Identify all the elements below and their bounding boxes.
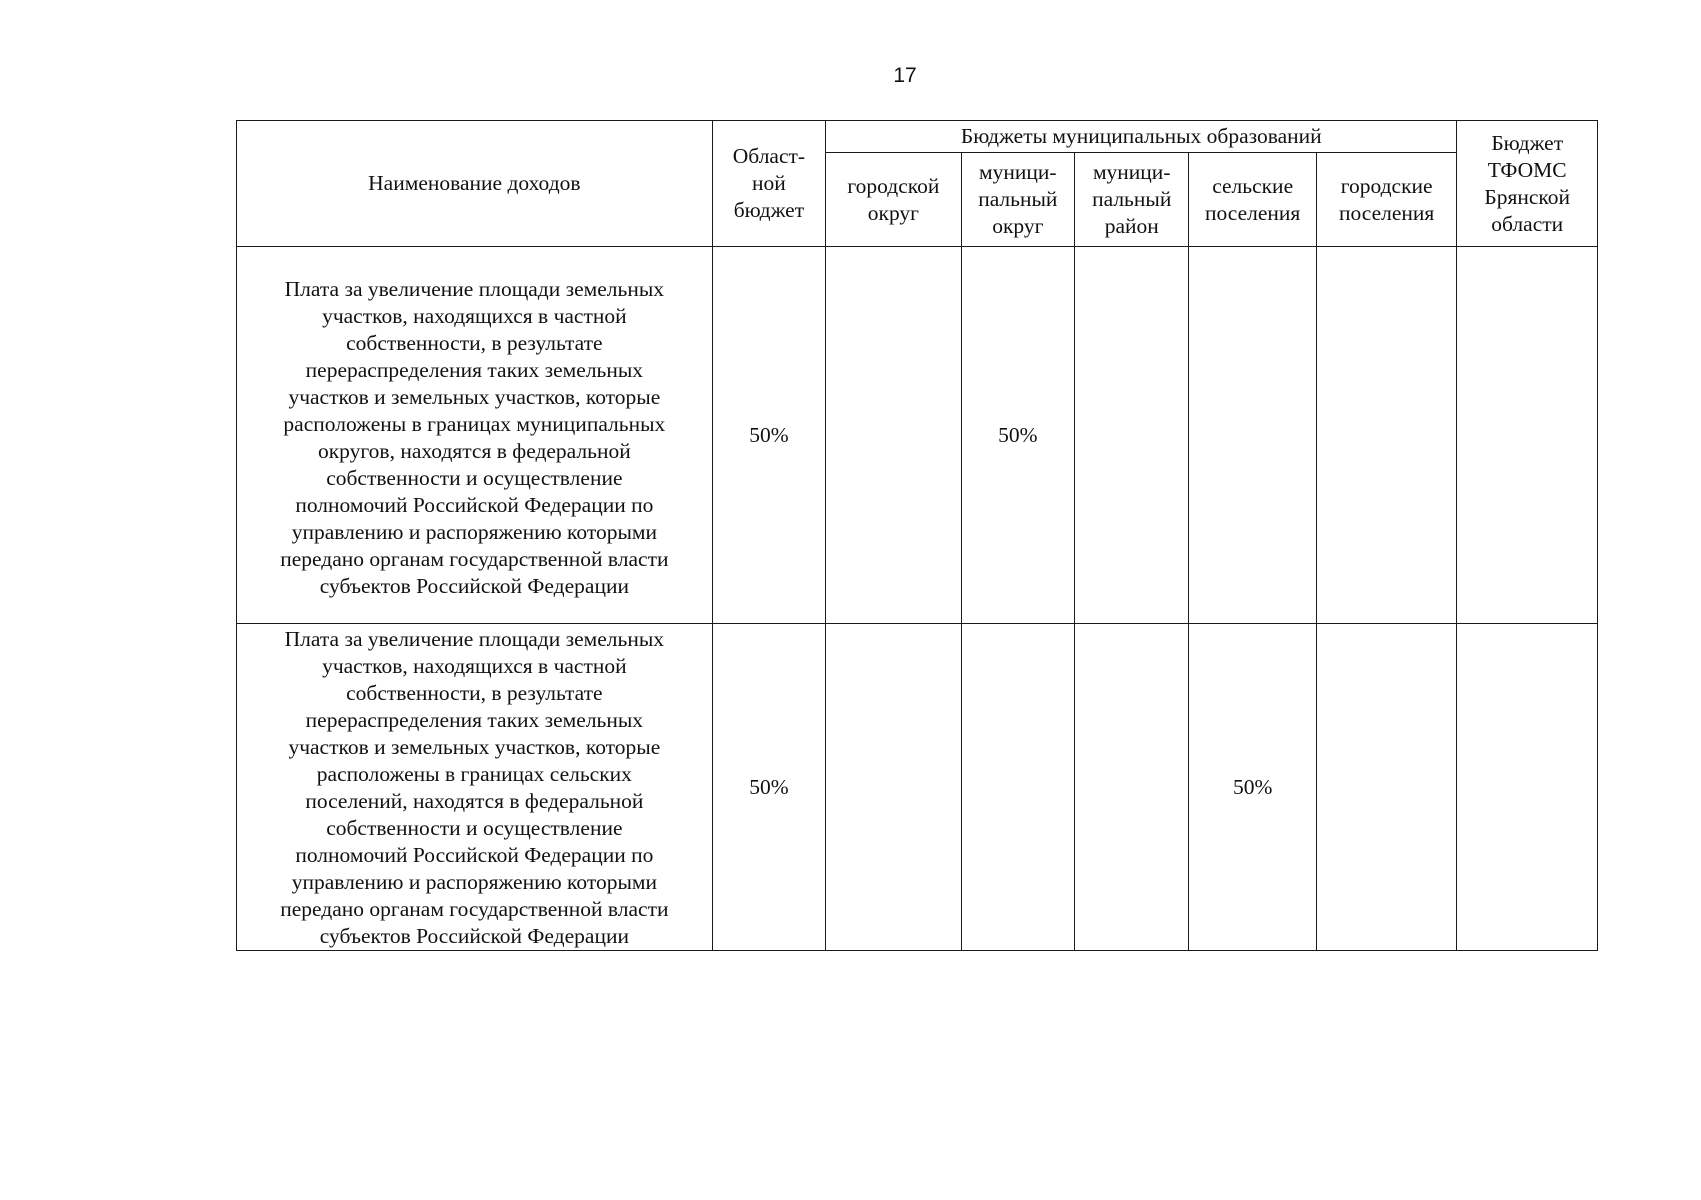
header-line: поселения [1204, 200, 1301, 225]
header-line: Бюджет [1491, 130, 1564, 155]
city-district-share [826, 624, 961, 951]
income-distribution-table [236, 120, 1598, 951]
table-row [237, 247, 1598, 624]
income-name-line: собственности, в результате [346, 331, 603, 355]
header-line: район [1104, 214, 1159, 238]
header-line: бюджет [733, 198, 805, 222]
regional-budget-share: 50% [712, 624, 825, 951]
header-line: Брянской [1484, 184, 1571, 209]
header-line: муници- [979, 160, 1057, 184]
municipal-okrug-share [961, 624, 1074, 951]
header-line: области [1491, 211, 1564, 236]
income-name-line: перераспределения таких земельных [305, 708, 644, 732]
income-name-line: управлению и распоряжению которыми [291, 870, 658, 894]
income-name-line: участков, находящихся в частной [322, 304, 627, 328]
income-name-line: передано органам государственной власти [280, 547, 669, 571]
header-municipal-budgets: Бюджеты муниципальных образований [826, 121, 1457, 153]
income-name-line: расположены в границах муниципальных [283, 412, 666, 436]
header-municipal-okrug [961, 153, 1074, 247]
header-urban-settlements [1316, 153, 1457, 247]
income-name-line: полномочий Российской Федерации по [295, 843, 654, 867]
page-number: 17 [893, 64, 917, 87]
header-line: пальный [978, 187, 1058, 211]
income-name-cell [237, 247, 713, 624]
header-tfoms-budget [1457, 121, 1598, 247]
municipal-rayon-share [1075, 624, 1189, 951]
rural-settlements-share [1189, 247, 1316, 624]
tfoms-budget-share [1457, 624, 1598, 951]
header-line: сельские [1212, 173, 1294, 198]
income-name-line: собственности, в результате [346, 681, 603, 705]
header-line: городской [847, 173, 940, 198]
rural-settlements-share: 50% [1189, 624, 1316, 951]
urban-settlements-share [1316, 247, 1457, 624]
urban-settlements-share [1316, 624, 1457, 951]
income-name-line: перераспределения таких земельных [305, 358, 644, 382]
income-name-line: расположены в границах сельских [316, 762, 632, 786]
income-name-line: участков, находящихся в частной [322, 654, 627, 678]
municipal-rayon-share [1075, 247, 1189, 624]
income-name-line: управлению и распоряжению которыми [291, 520, 658, 544]
income-name-line: участков и земельных участков, которые [288, 735, 661, 759]
table-row [237, 624, 1598, 951]
header-line: городские [1340, 173, 1433, 198]
income-name-line: передано органам государственной власти [280, 897, 669, 921]
income-name-line: полномочий Российской Федерации по [295, 493, 654, 517]
income-name-line: поселений, находятся в федеральной [305, 789, 644, 813]
income-name-line: округов, находятся в федеральной [317, 439, 631, 463]
table-header-row [237, 121, 1598, 153]
income-name-line: участков и земельных участков, которые [288, 385, 661, 409]
header-line: округ [992, 214, 1044, 238]
income-name-line: субъектов Российской Федерации [319, 924, 629, 948]
tfoms-budget-share [1457, 247, 1598, 624]
header-line: Област- [732, 144, 806, 168]
municipal-okrug-share: 50% [961, 247, 1074, 624]
header-line: ной [752, 171, 786, 195]
regional-budget-share: 50% [712, 247, 825, 624]
income-name-line: субъектов Российской Федерации [319, 574, 629, 598]
header-income-name: Наименование доходов [237, 121, 713, 247]
income-name-line: собственности и осуществление [326, 816, 623, 840]
header-regional-budget [712, 121, 825, 247]
income-name-line: Плата за увеличение площади земельных [284, 277, 665, 301]
income-name-line: Плата за увеличение площади земельных [284, 627, 665, 651]
income-name-cell [237, 624, 713, 951]
header-line: округ [867, 200, 919, 225]
city-district-share [826, 247, 961, 624]
header-city-district [826, 153, 961, 247]
header-municipal-rayon [1075, 153, 1189, 247]
header-line: муници- [1092, 160, 1171, 184]
income-name-line: собственности и осуществление [326, 466, 623, 490]
header-line: пальный [1092, 187, 1172, 211]
header-rural-settlements [1189, 153, 1316, 247]
header-line: поселения [1338, 200, 1435, 225]
header-line: ТФОМС [1487, 157, 1567, 182]
